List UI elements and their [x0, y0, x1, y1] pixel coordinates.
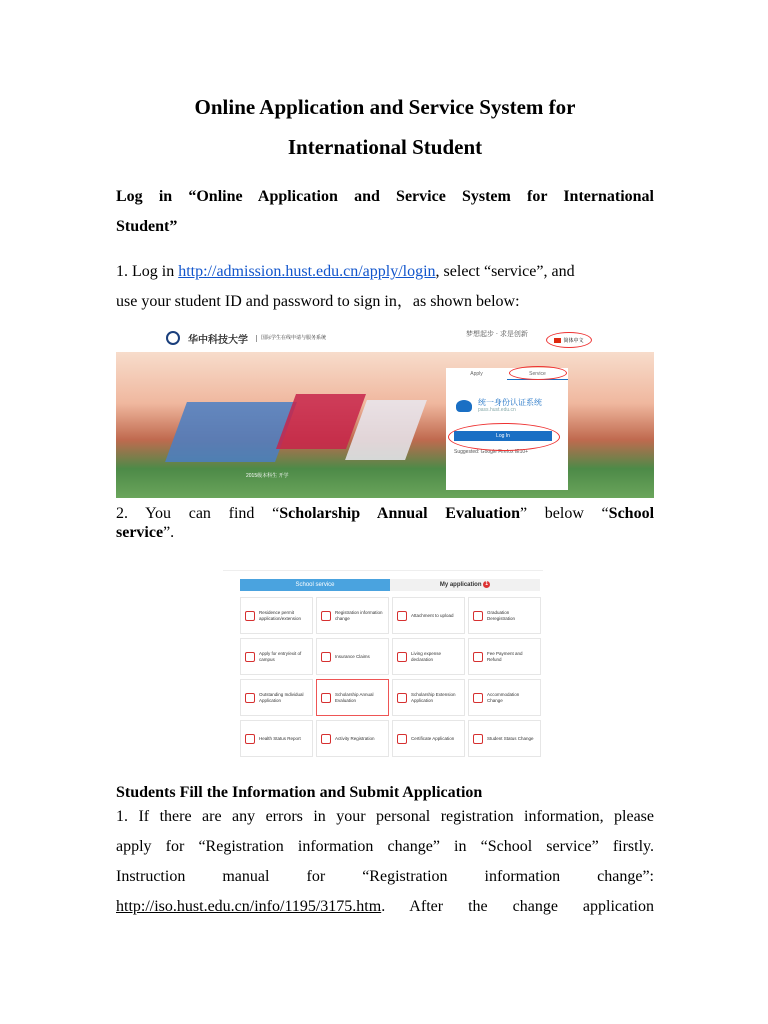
service-tile-icon	[321, 652, 331, 662]
log-in-button: Log In	[454, 431, 552, 441]
section1-heading-line2: Student”	[116, 218, 178, 235]
step2-line2	[116, 523, 654, 542]
section1-heading-line1: Log in “Online Application and Service System for International	[116, 188, 654, 205]
section2-line1: 1. If there are any errors in your personal registration information, please	[116, 808, 654, 825]
service-tile	[316, 638, 389, 675]
service-tile-label: Scholarship Extension Application	[411, 691, 456, 703]
section2-heading: Students Fill the Information and Submit Application	[116, 784, 483, 801]
service-tile	[316, 720, 389, 757]
service-tile-icon	[473, 652, 483, 662]
service-tile	[240, 679, 313, 716]
university-name: 华中科技大学	[188, 334, 248, 346]
step2-text-end: ”.	[163, 524, 175, 541]
section2-line4	[116, 892, 654, 922]
step2-bold-scholarship: Scholarship Annual Evaluation	[279, 505, 520, 522]
step2-text-2: ” below “	[519, 505, 609, 522]
pass-url: pass.hust.edu.cn	[478, 407, 516, 413]
service-tile-label: Accommodation Change	[487, 691, 520, 703]
service-tile	[316, 679, 389, 716]
service-tile-icon	[321, 611, 331, 621]
document-title-line1: Online Application and Service System for	[194, 95, 576, 119]
service-tile-label: Outstanding Individual Application	[259, 691, 304, 703]
service-tile-label: Living expense declaration	[411, 650, 442, 662]
step2-paragraph	[116, 504, 654, 542]
service-tile-label: Attachment to upload	[411, 612, 454, 618]
section2-line4-end: . After the change application	[381, 898, 654, 915]
step2-bold-school: School	[608, 505, 655, 522]
step1-prefix: 1. Log in	[116, 263, 179, 280]
motto-text: 梦想起步 · 求是创新	[466, 330, 528, 338]
service-tile-icon	[397, 693, 407, 703]
browser-suggestion: Suggested: Google Firefox IE10+	[454, 449, 529, 455]
service-grid	[240, 597, 540, 757]
login-tabs	[446, 368, 568, 380]
service-tile	[240, 720, 313, 757]
service-tile-label: Registration information change	[335, 609, 383, 621]
banner-caption: 2015级本科生 开学	[246, 473, 289, 479]
service-tile-icon	[245, 693, 255, 703]
service-tile-label: Health Status Report	[259, 735, 301, 741]
tab-service: Service	[507, 368, 568, 380]
service-tile	[468, 679, 541, 716]
service-tile-icon	[321, 734, 331, 744]
service-tile-icon	[245, 611, 255, 621]
service-tile-icon	[245, 652, 255, 662]
service-tile-label: Fee Payment and Refund	[487, 650, 523, 662]
campus-banner-image	[116, 352, 654, 498]
service-tile	[468, 638, 541, 675]
service-tile-icon	[245, 734, 255, 744]
service-tile	[468, 720, 541, 757]
step2-text-1: 2. You can find “	[116, 505, 280, 522]
school-service-screenshot	[223, 570, 543, 756]
service-tile	[392, 679, 465, 716]
section2-line3: Instruction manual for “Registration information change”:	[116, 868, 654, 885]
admission-login-link[interactable]: http://admission.hust.edu.cn/apply/login	[178, 263, 436, 280]
service-tile-label: Student Status Change	[487, 735, 534, 741]
service-tile-label: Activity Registration	[335, 735, 375, 741]
service-tile	[392, 638, 465, 675]
service-tile	[240, 638, 313, 675]
section1-heading	[116, 182, 654, 242]
service-tile-label: Scholarship Annual Evaluation	[335, 691, 374, 703]
service-tile-icon	[397, 734, 407, 744]
service-tile-icon	[397, 652, 407, 662]
hust-pass-icon	[456, 400, 472, 412]
service-tile-icon	[397, 611, 407, 621]
step1-paragraph	[116, 257, 654, 317]
service-tile	[316, 597, 389, 634]
service-tile-label: Insurance Claims	[335, 653, 370, 659]
step1-line2: use your student ID and password to sign in，as shown below:	[116, 293, 520, 310]
service-tile-label: Graduation Deregistration	[487, 609, 516, 621]
service-tile-icon	[473, 734, 483, 744]
service-tile	[392, 720, 465, 757]
crowd-blue-block	[165, 402, 297, 462]
section2-line2: apply for “Registration information change” in “School service” firstly.	[116, 838, 654, 855]
service-tile	[392, 597, 465, 634]
login-page-screenshot	[116, 324, 654, 498]
language-selector	[546, 332, 592, 348]
tab-apply: Apply	[470, 371, 483, 377]
registration-manual-link[interactable]: http://iso.hust.edu.cn/info/1195/3175.htm	[116, 898, 382, 915]
pass-auth-header	[456, 398, 568, 413]
my-application-label: My application	[439, 582, 482, 588]
step2-bold-service: service	[116, 524, 164, 541]
notification-badge: 1	[483, 581, 490, 588]
university-logo-icon	[166, 331, 180, 345]
service-tile	[468, 597, 541, 634]
step1-suffix: , select “service”, and	[435, 263, 575, 280]
service-tile-label: Certificate Application	[411, 735, 455, 741]
system-name: 国际学生在线申请与服务系统	[256, 335, 326, 342]
language-label: 简体中文	[563, 338, 584, 344]
document-title-line2: International Student	[287, 135, 483, 159]
login-box	[446, 368, 568, 490]
tab-my-application	[390, 579, 540, 591]
service-tabs	[240, 579, 540, 591]
service-tile-icon	[473, 693, 483, 703]
service-tile	[240, 597, 313, 634]
tab-school-service: School service	[240, 579, 390, 591]
china-flag-icon	[554, 338, 561, 343]
service-tile-label: Residence permit application/extension	[259, 609, 302, 621]
section2-paragraph	[116, 802, 654, 922]
pass-title: 统一身份认证系统	[478, 398, 542, 407]
service-tile-icon	[473, 611, 483, 621]
step2-line1	[116, 504, 654, 523]
service-tile-label: Apply for entry/exit of campus	[259, 650, 302, 662]
service-tile-icon	[321, 693, 331, 703]
